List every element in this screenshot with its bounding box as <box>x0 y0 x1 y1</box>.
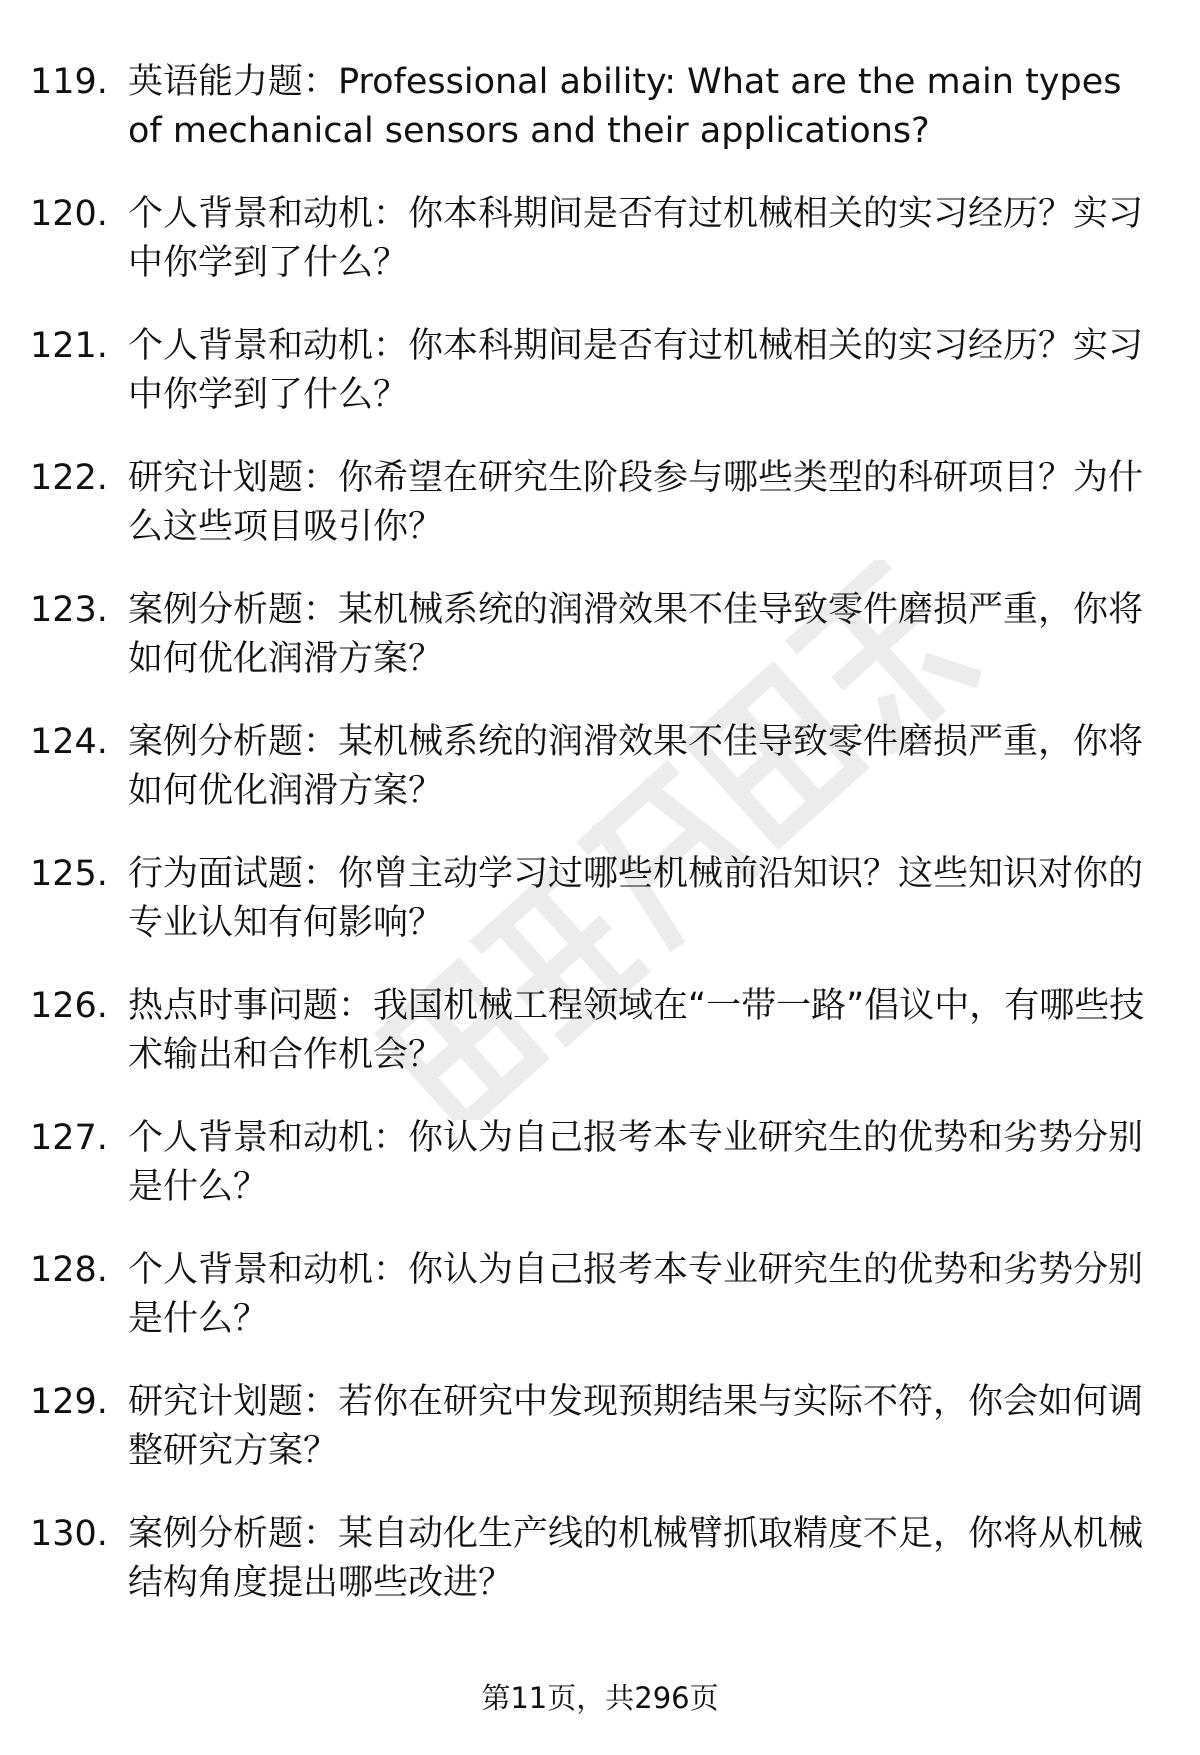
question-item-130 <box>30 1510 1170 1610</box>
question-number: 121. <box>30 326 108 366</box>
question-item-127 <box>30 1114 1170 1214</box>
question-item-125 <box>30 850 1170 950</box>
question-number: 120. <box>30 194 108 234</box>
question-list <box>30 58 1170 1642</box>
question-item-122 <box>30 454 1170 554</box>
question-item-129 <box>30 1378 1170 1478</box>
question-number: 122. <box>30 458 108 498</box>
question-text: 个人背景和动机：你本科期间是否有过机械相关的实习经历？实习中你学到了什么？ <box>128 326 1144 415</box>
question-text: 热点时事问题：我国机械工程领域在“一带一路”倡议中，有哪些技术输出和合作机会？ <box>128 986 1145 1075</box>
question-text: 案例分析题：某自动化生产线的机械臂抓取精度不足，你将从机械结构角度提出哪些改进？ <box>128 1514 1144 1603</box>
question-number: 123. <box>30 590 108 630</box>
question-number: 126. <box>30 986 108 1026</box>
question-number: 129. <box>30 1382 108 1422</box>
question-item-120 <box>30 190 1170 290</box>
question-text: 案例分析题：某机械系统的润滑效果不佳导致零件磨损严重，你将如何优化润滑方案？ <box>128 590 1144 679</box>
question-text: 研究计划题：若你在研究中发现预期结果与实际不符，你会如何调整研究方案？ <box>128 1382 1144 1471</box>
question-number: 127. <box>30 1118 108 1158</box>
question-text: 英语能力题：Professional ability: What are the main types of mechanical sensors and their applications? <box>128 62 1122 151</box>
question-text: 个人背景和动机：你认为自己报考本专业研究生的优势和劣势分别是什么？ <box>128 1250 1144 1339</box>
question-number: 130. <box>30 1514 108 1554</box>
question-text: 个人背景和动机：你认为自己报考本专业研究生的优势和劣势分别是什么？ <box>128 1118 1144 1207</box>
question-number: 124. <box>30 722 108 762</box>
question-text: 行为面试题：你曾主动学习过哪些机械前沿知识？这些知识对你的专业认知有何影响？ <box>128 854 1144 943</box>
question-item-121 <box>30 322 1170 422</box>
question-number: 119. <box>30 62 108 102</box>
question-item-128 <box>30 1246 1170 1346</box>
question-item-119 <box>30 58 1170 158</box>
question-item-126 <box>30 982 1170 1082</box>
question-text: 研究计划题：你希望在研究生阶段参与哪些类型的科研项目？为什么这些项目吸引你？ <box>128 458 1144 547</box>
question-number: 128. <box>30 1250 108 1290</box>
page-footer: 第11页，共296页 <box>481 1681 719 1715</box>
question-item-123 <box>30 586 1170 686</box>
question-text: 个人背景和动机：你本科期间是否有过机械相关的实习经历？实习中你学到了什么？ <box>128 194 1144 283</box>
question-text: 案例分析题：某机械系统的润滑效果不佳导致零件磨损严重，你将如何优化润滑方案？ <box>128 722 1144 811</box>
question-number: 125. <box>30 854 108 894</box>
question-item-124 <box>30 718 1170 818</box>
